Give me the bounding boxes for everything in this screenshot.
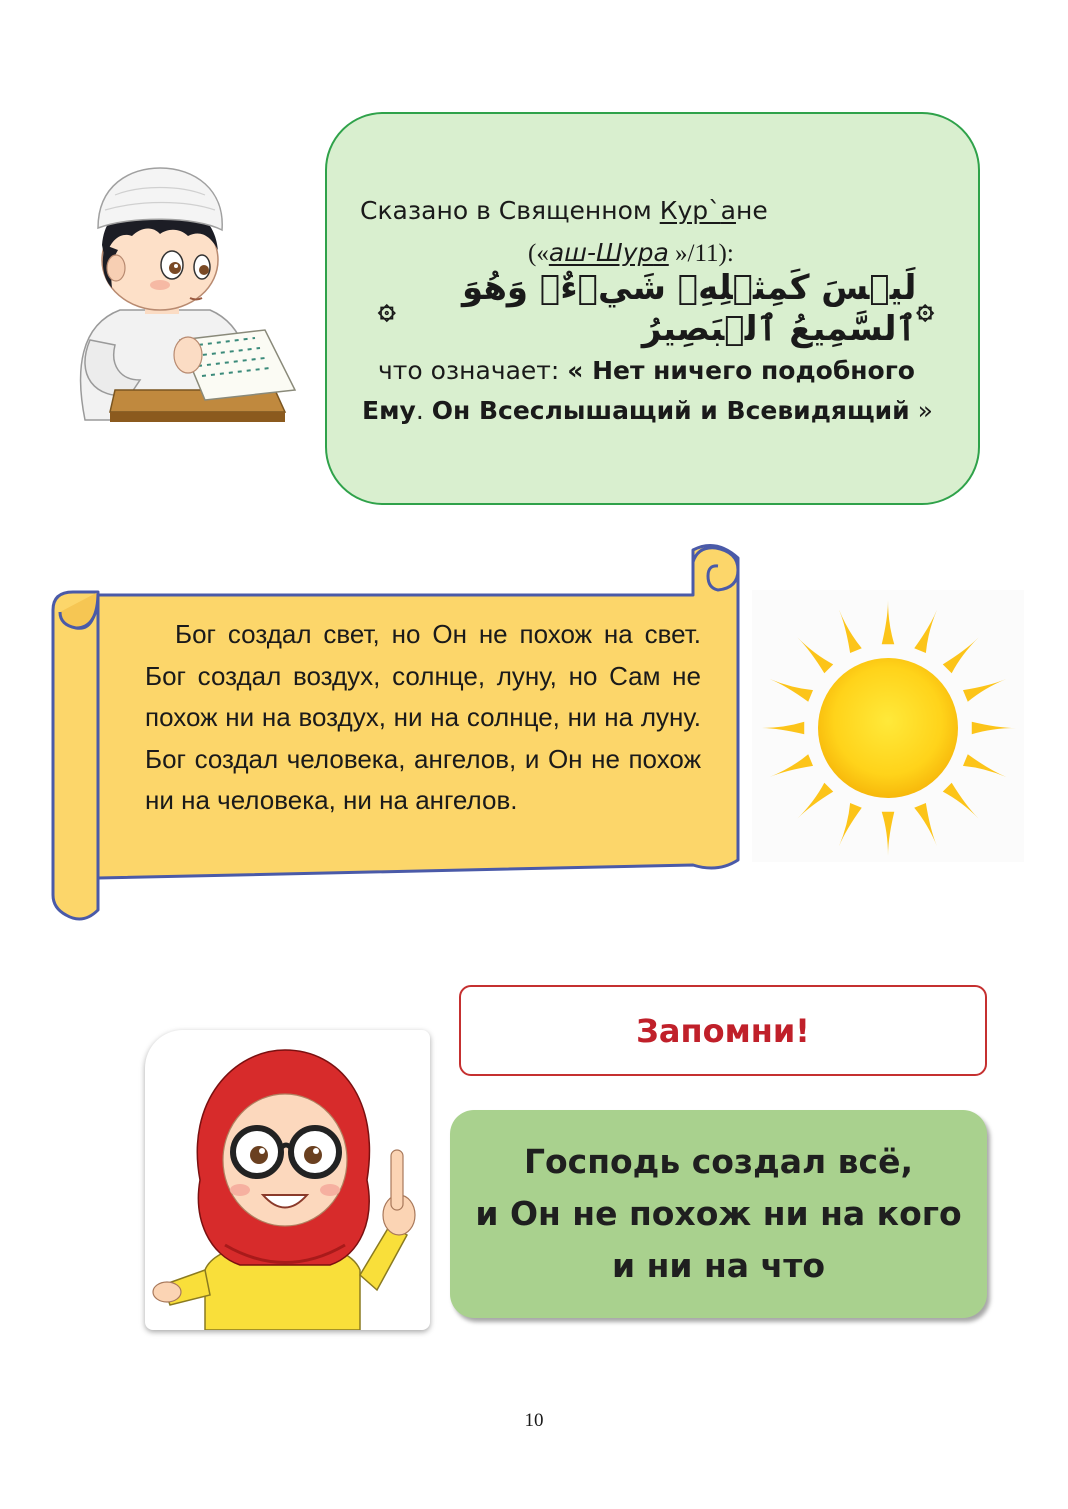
page-number: 10 — [524, 1410, 544, 1431]
ref-surah-name-a: аш-Шур — [548, 238, 654, 267]
sun-ray — [914, 610, 937, 653]
scroll-body-text — [145, 614, 701, 822]
meaning-close: » — [909, 396, 933, 425]
sun-ray — [797, 783, 833, 819]
sun-ray — [882, 600, 895, 644]
sun-ray — [770, 679, 813, 702]
sun-ray — [943, 637, 979, 673]
summary-line-2: и Он не похож ни на кого — [475, 1194, 962, 1233]
sun-ray — [972, 722, 1016, 735]
meaning-bold-2a: Ему — [362, 396, 416, 425]
sun-panel — [752, 590, 1024, 862]
sun-ray — [914, 803, 937, 846]
sun-ray — [882, 812, 895, 856]
scroll-paragraph: Бог создал свет, но Он не похож на свет. Бог создал воздух, солнце, луну, но Сам не похож ни на воздух, ни на солнце, ни на луну. Бог создал человека, ангелов, и Он не похож ни на человека, ни на ангелов. — [145, 619, 701, 815]
summary-line-3: и ни на что — [611, 1246, 826, 1285]
quote-intro-text: Сказано в Священном — [360, 196, 660, 225]
verse-ornament-left: ۞ — [378, 290, 396, 326]
arabic-verse-text: لَيۡسَ كَمِثۡلِهِۦ شَيۡءٌۖ وَهُوَ ٱلسَّمِيعُ ٱلۡبَصِيرُ — [462, 267, 917, 349]
sun-illustration — [752, 590, 1024, 862]
sun-ray — [839, 610, 862, 653]
boy-reading-quran-illustration — [60, 150, 320, 435]
quote-meaning-line1 — [378, 356, 915, 385]
quote-meaning-line2 — [362, 396, 933, 425]
quote-reference — [528, 238, 734, 268]
quote-intro-word-c: не — [735, 196, 768, 225]
sun-ray — [797, 637, 833, 673]
remember-summary-box — [450, 1110, 987, 1318]
girl-illustration-card — [145, 1030, 430, 1330]
remember-heading: Запомни! — [636, 1011, 810, 1050]
quote-intro — [360, 196, 768, 225]
sun-ray — [770, 754, 813, 777]
sun-ray — [963, 754, 1006, 777]
meaning-bold-2b: Он Всеслышащий и Всевидящий — [431, 396, 910, 425]
summary-line-1: Господь создал всё, — [523, 1142, 914, 1181]
meaning-prefix: что означает: — [378, 356, 568, 385]
ref-surah-name-b: а — [653, 238, 669, 267]
quote-intro-word-b: а — [720, 196, 736, 225]
sun-disc — [818, 658, 958, 798]
quote-intro-word-a: Кур` — [659, 196, 721, 225]
sun-ray — [963, 679, 1006, 702]
verse-ornament-right: ۞ — [916, 290, 934, 326]
sun-ray — [839, 803, 862, 846]
sun-ray — [760, 722, 804, 735]
meaning-dot: . — [415, 396, 432, 425]
ref-open: (« — [528, 240, 549, 267]
ref-close: »/11): — [668, 240, 734, 267]
arabic-verse — [378, 267, 934, 349]
meaning-bold-1: « Нет ничего подобного — [567, 356, 915, 385]
girl-in-hijab-pointing-illustration — [145, 1030, 430, 1330]
sun-ray — [943, 783, 979, 819]
remember-heading-box — [459, 985, 987, 1076]
